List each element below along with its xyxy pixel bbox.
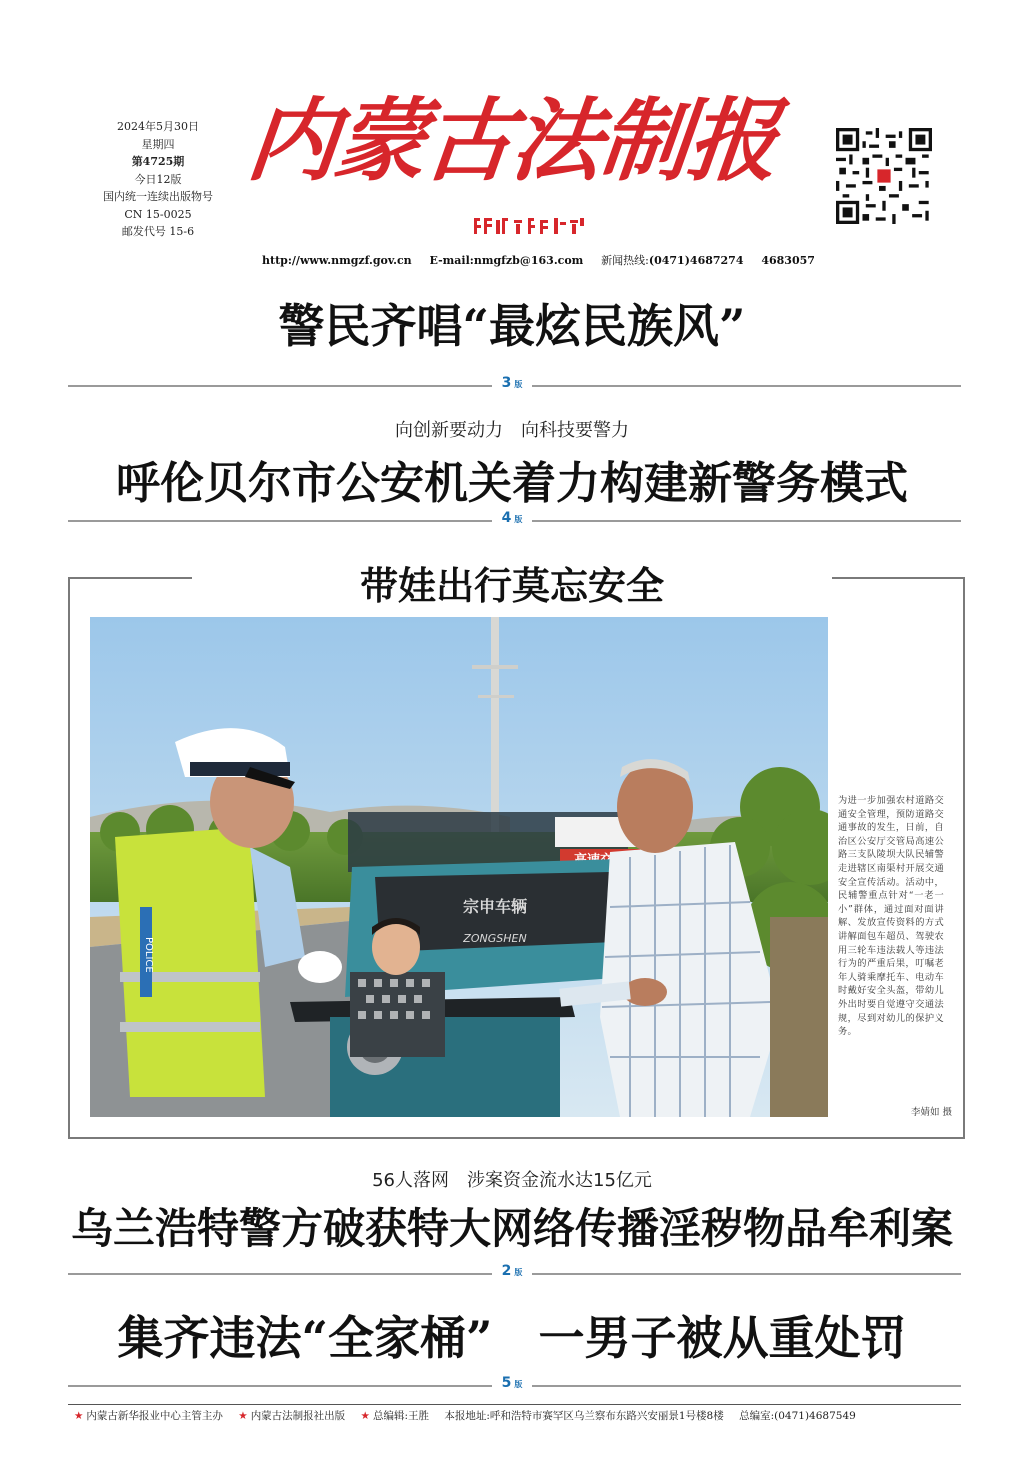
website-link[interactable]: http://www.nmgzf.gov.cn: [262, 254, 412, 267]
footer-publisher: 内蒙古法制报社出版: [250, 1410, 346, 1422]
issue-date: 2024年5月30日: [117, 120, 199, 133]
vehicle-brand-latin: ZONGSHEN: [463, 932, 527, 945]
mongolian-script-logo: [470, 214, 590, 236]
hotline-number-2: 4683057: [761, 254, 815, 267]
footer: [74, 1408, 964, 1423]
star-icon: ★: [74, 1410, 84, 1422]
issue-number: 第4725期: [131, 155, 185, 168]
page-ref-1[interactable]: [492, 375, 532, 391]
page-ref-suffix: 版: [514, 380, 523, 389]
page-count: 今日12版: [134, 172, 182, 186]
police-vest-text: POLICE: [143, 937, 154, 973]
serial-label: 国内统一连续出版物号: [103, 190, 213, 203]
photo-caption: 为进一步加强农村道路交通安全管理，预防道路交通事故的发生，日前，自治区公安厅交管局高速公路三支队陵坝大队民辅警走进辖区南渠村开展交通安全宣传活动。活动中，民辅警重点针对“一老一小”群体，通过面对面讲解、发放宣传资料的方式讲解面包车超员、驾驶农用三轮车违法载人等违法行为的严重后果，叮嘱老年人骑乘摩托车、电动车时戴好安全头盔，带幼儿外出时要自觉遵守交通法规，尽到对幼儿的保护义务。: [838, 795, 944, 1038]
page-ref-4[interactable]: [492, 1375, 532, 1391]
issue-weekday: 星期四: [141, 137, 175, 151]
cn-number: CN 15-0025: [124, 207, 192, 221]
page-ref-2[interactable]: [492, 510, 532, 526]
star-icon: ★: [360, 1410, 370, 1422]
headline-3[interactable]: 乌兰浩特警方破获特大网络传播淫秽物品牟利案: [70, 1204, 953, 1253]
photo-feature-title[interactable]: 带娃出行莫忘安全: [359, 563, 664, 608]
newspaper-title: 内蒙古法制报: [242, 88, 782, 194]
footer-editor: 总编辑:王胜: [372, 1410, 429, 1422]
page-ref-number: 5: [501, 1375, 512, 1391]
hotline-label: 新闻热线:: [601, 254, 649, 267]
star-icon: ★: [238, 1410, 248, 1422]
page-ref-number: 3: [501, 375, 512, 391]
footer-sponsor: 内蒙古新华报业中心主管主办: [86, 1410, 223, 1422]
headline-2[interactable]: 呼伦贝尔市公安机关着力构建新警务模式: [116, 458, 908, 509]
footer-office-phone: 总编室:(0471)4687549: [739, 1410, 856, 1422]
kicker-2: 向创新要动力 向科技要警力: [395, 420, 629, 441]
contact-line: [262, 252, 815, 268]
footer-address: 本报地址:呼和浩特市赛罕区乌兰察布东路兴安丽景1号楼8楼: [444, 1410, 724, 1422]
newspaper-logo[interactable]: [242, 82, 828, 200]
qr-code-icon[interactable]: [836, 128, 932, 224]
publication-info: [88, 118, 228, 241]
photo-credit: 李婧如 摄: [910, 1107, 952, 1118]
page-ref-suffix: 版: [514, 1268, 523, 1277]
page-ref-3[interactable]: [492, 1263, 532, 1279]
page-ref-number: 4: [501, 510, 512, 526]
hotline-number-1: (0471)4687274: [648, 254, 744, 267]
footer-rule: [68, 1404, 961, 1405]
page-ref-suffix: 版: [514, 1380, 523, 1389]
headline-1[interactable]: 警民齐唱“最炫民族风”: [278, 299, 746, 353]
page-ref-suffix: 版: [514, 515, 523, 524]
kicker-3: 56人落网 涉案资金流水达15亿元: [372, 1170, 652, 1191]
page-ref-number: 2: [501, 1263, 512, 1279]
postal-code: 邮发代号 15-6: [121, 225, 195, 238]
vehicle-brand-text: 宗申车辆: [462, 897, 528, 916]
email-address[interactable]: E-mail:nmgfzb@163.com: [429, 254, 584, 267]
headline-4[interactable]: 集齐违法“全家桶” 一男子被从重处罚: [117, 1311, 907, 1365]
traffic-police-photo[interactable]: [90, 617, 828, 1117]
